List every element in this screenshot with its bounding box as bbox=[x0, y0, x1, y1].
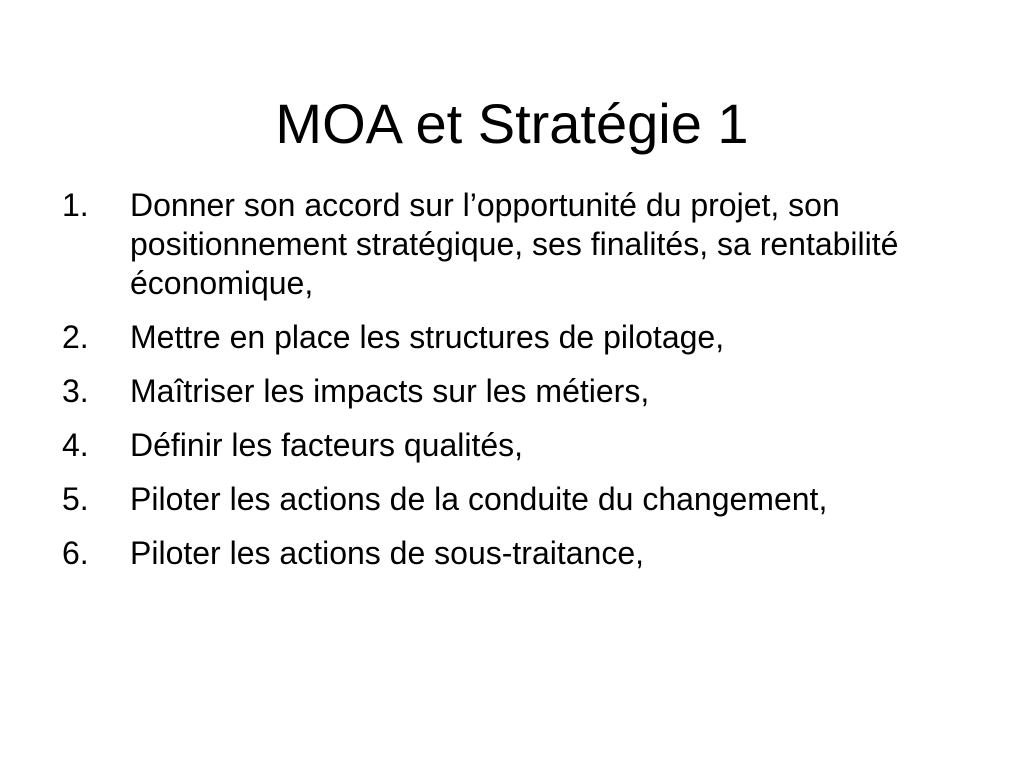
list-item bbox=[62, 318, 982, 357]
list-item bbox=[62, 534, 982, 573]
list-item bbox=[62, 426, 982, 465]
list-item-text: Mettre en place les structures de pilotage, bbox=[130, 319, 725, 355]
list-item bbox=[62, 372, 982, 411]
list-item-text: Définir les facteurs qualités, bbox=[130, 427, 524, 463]
list-item-number: 5. bbox=[62, 481, 89, 517]
numbered-list bbox=[62, 186, 982, 588]
list-item-number: 3. bbox=[62, 373, 89, 409]
list-item bbox=[62, 186, 982, 303]
list-item-number: 1. bbox=[62, 187, 89, 223]
list-item bbox=[62, 480, 982, 519]
list-item-text: Donner son accord sur l’opportunité du projet, son positionnement stratégique, ses finalités, sa rentabilité économique, bbox=[130, 187, 899, 301]
list-item-text: Maîtriser les impacts sur les métiers, bbox=[130, 373, 650, 409]
list-item-text: Piloter les actions de sous-traitance, bbox=[130, 535, 645, 571]
list-item-number: 4. bbox=[62, 427, 89, 463]
slide-title: MOA et Stratégie 1 bbox=[275, 92, 749, 155]
list-item-number: 6. bbox=[62, 535, 89, 571]
list-item-text: Piloter les actions de la conduite du changement, bbox=[130, 481, 828, 517]
list-item-number: 2. bbox=[62, 319, 89, 355]
